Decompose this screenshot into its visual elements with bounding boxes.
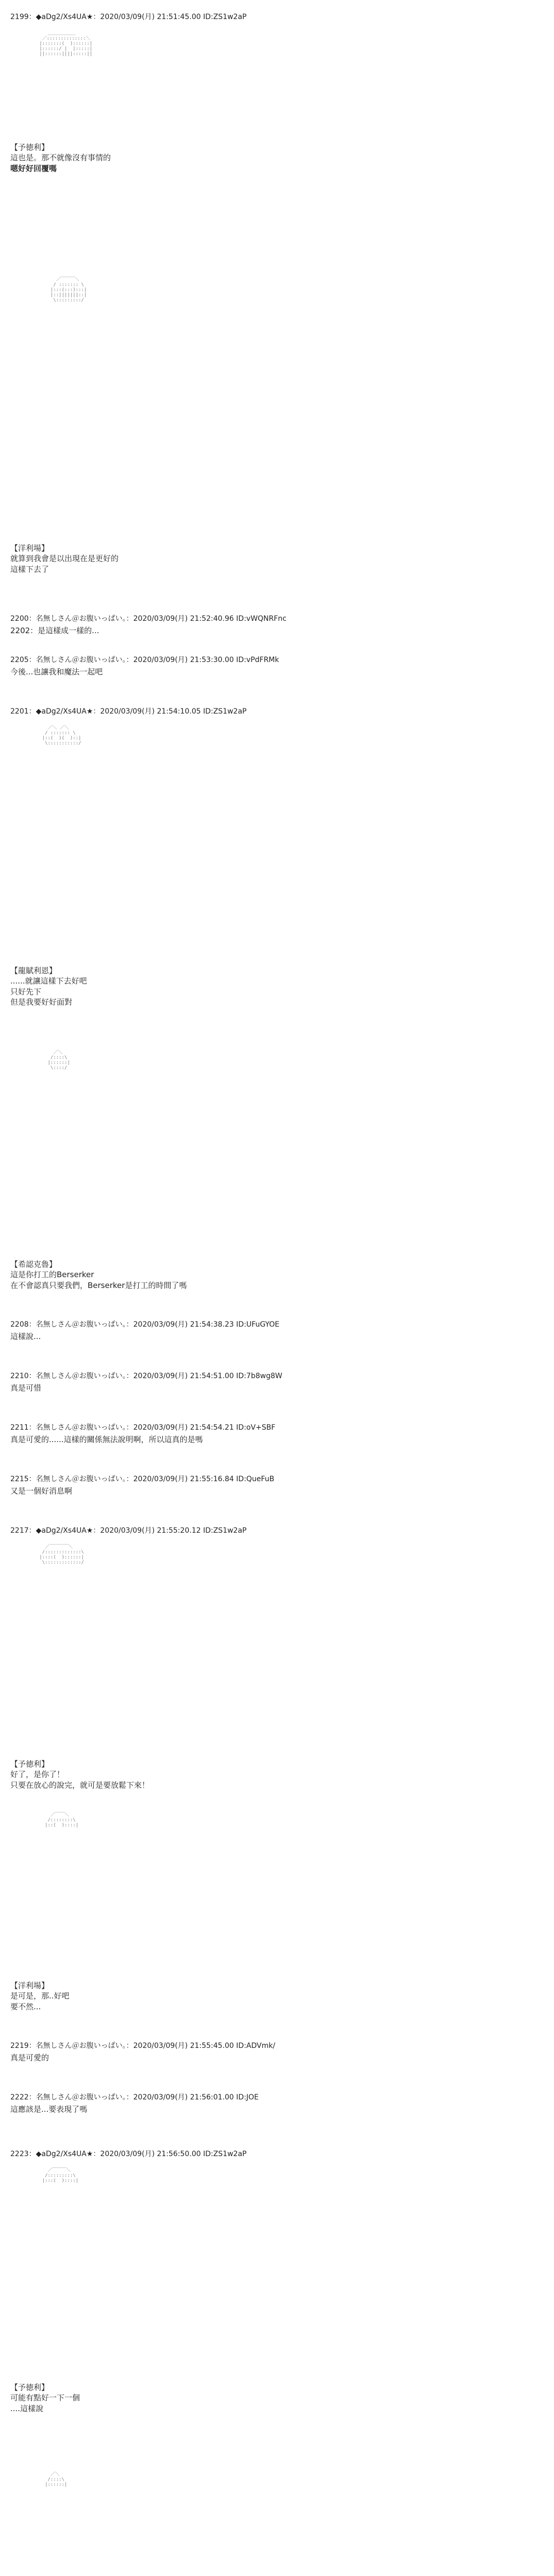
post	[10, 1525, 402, 1790]
caption	[10, 1759, 402, 1790]
post	[10, 2092, 402, 2114]
ascii-art-image: ／＼ /::::\ |::::::| \::::/	[47, 1050, 70, 1071]
post	[10, 2463, 402, 2576]
post-header: 2223：◆aDg2/Xs4UA★：2020/03/09(月) 21:56:50.00 ID:ZS1w2aP	[10, 2150, 247, 2158]
dialogue-line: 在不會認真只要我們，Berserker是打工的時間了嗎	[10, 1280, 187, 1290]
post	[10, 706, 402, 1007]
post-header: 2201：◆aDg2/Xs4UA★：2020/03/09(月) 21:54:10.05 ID:ZS1w2aP	[10, 707, 247, 716]
post-header: 2200：名無しさん＠お腹いっぱい。：2020/03/09(月) 21:52:40.96 ID:vWQNRFnc	[10, 615, 287, 623]
post-header: 2210：名無しさん＠お腹いっぱい。：2020/03/09(月) 21:54:51.00 ID:7b8wg8W	[10, 1372, 282, 1380]
speaker-name: 【予徳利】	[10, 1759, 49, 1769]
dialogue-line: 要不然...	[10, 2002, 41, 2011]
caption	[10, 965, 402, 1007]
dialogue-line: 可能有點好一下一個	[10, 2393, 80, 2403]
post	[10, 654, 402, 677]
dialogue-line: 但是我要好好面對	[10, 997, 73, 1007]
ascii-art-image: ／￣￣￣＼ / ::::::: \ |:::(:::):::| |::|||||||::| \:::::::::/	[50, 277, 87, 303]
speaker-name: 【予徳利】	[10, 143, 49, 152]
dialogue-line: 只要在放心的說完，就可是要放鬆下來！	[10, 1780, 150, 1790]
post	[10, 1041, 402, 1291]
post-header: 2199：◆aDg2/Xs4UA★：2020/03/09(月) 21:51:45.00 ID:ZS1w2aP	[10, 13, 247, 21]
post-text: 真是可惜	[10, 1383, 42, 1393]
caption	[10, 543, 402, 574]
post-text: 2202：是這樣成一樣的...	[10, 626, 99, 635]
post-header: 2215：名無しさん＠お腹いっぱい。：2020/03/09(月) 21:55:16.84 ID:QueFuB	[10, 1475, 275, 1483]
post-header: 2219：名無しさん＠お腹いっぱい。：2020/03/09(月) 21:55:45.00 ID:ADVmk/	[10, 2042, 276, 2050]
post	[10, 2040, 402, 2063]
dialogue-line: 好了，是你了！	[10, 1770, 65, 1780]
post-header: 2217：◆aDg2/Xs4UA★：2020/03/09(月) 21:55:20.12 ID:ZS1w2aP	[10, 1527, 247, 1535]
ascii-art-image: ／￣￣￣￣＼ /:::::::::::::\ |::::( )::::::| \:::::::::::::/	[39, 1545, 84, 1565]
post-text: 真是可愛的......這樣的關係無法說明啊，所以這真的是嗎	[10, 1435, 203, 1444]
caption	[10, 142, 402, 174]
ascii-art-image: ＿＿＿＿＿＿ ／::::::::::::::＼ |:::::::( )::::::| |::::::/ | |:::::| ||::::::||||:::::||	[39, 31, 93, 57]
post-header: 2211：名無しさん＠お腹いっぱい。：2020/03/09(月) 21:54:54.21 ID:oV+SBF	[10, 1423, 276, 1432]
post	[10, 1803, 402, 2012]
dialogue-line: 就算到我會是以出現在是更好的	[10, 554, 119, 564]
ascii-art-image: ／￣￣￣＼ /:::::::::\ |:::( )::::|	[42, 2168, 79, 2183]
post	[10, 1319, 402, 1342]
post	[10, 1370, 402, 1393]
post-header: 2222：名無しさん＠お腹いっぱい。：2020/03/09(月) 21:56:01.00 ID:JOE	[10, 2093, 259, 2102]
ascii-art-image: ／＼ /::::\ |::::::|	[45, 2472, 68, 2487]
caption	[10, 1980, 402, 2012]
post	[10, 268, 402, 574]
post	[10, 1422, 402, 1445]
dialogue-line: 這也是。那不就像沒有事情的	[10, 153, 111, 163]
post	[10, 2148, 402, 2414]
dialogue-line: ......就讓這樣下去好吧	[10, 976, 87, 986]
post	[10, 1473, 402, 1496]
post-text: 這樣說...	[10, 1332, 41, 1341]
speaker-name: 【希認克魯】	[10, 1260, 57, 1269]
post	[10, 11, 402, 174]
dialogue-line: 是可是，那..好吧	[10, 1991, 70, 2001]
post-text: 這應該是...要表現了嗎	[10, 2105, 88, 2114]
speaker-name: 【洋利場】	[10, 1981, 49, 1990]
dialogue-line: 這樣下去了	[10, 564, 49, 574]
dialogue-line: 這是你打工的Berserker	[10, 1270, 94, 1280]
post-text: 今後...也讓我和魔法一起吧	[10, 667, 103, 676]
post	[10, 613, 402, 636]
caption	[10, 2382, 402, 2414]
dialogue-line: 只好先下	[10, 987, 42, 996]
caption	[10, 1259, 402, 1291]
post-text: 又是一個好消息啊	[10, 1486, 73, 1496]
post-header: 2208：名無しさん＠お腹いっぱい。：2020/03/09(月) 21:54:38.23 ID:UFuGYOE	[10, 1320, 280, 1329]
dialogue-line: ....這樣說	[10, 2403, 44, 2413]
speaker-name: 【予徳利】	[10, 2383, 49, 2392]
post-text: 真是可愛的	[10, 2053, 49, 2062]
speaker-name: 【洋利場】	[10, 544, 49, 553]
speaker-name: 【龍賦利恩】	[10, 966, 57, 975]
ascii-art-image: ／＼ ／＼ / ::::::: \ |::( )( )::| \:::::::::::/	[42, 725, 81, 746]
dialogue-line: 嗯好好回覆嗎	[10, 163, 57, 173]
post-header: 2205：名無しさん＠お腹いっぱい。：2020/03/09(月) 21:53:30.00 ID:vPdFRMk	[10, 656, 279, 664]
ascii-art-image: ／￣￣＼ /::::::::\ |::( )::::|	[45, 1812, 79, 1828]
